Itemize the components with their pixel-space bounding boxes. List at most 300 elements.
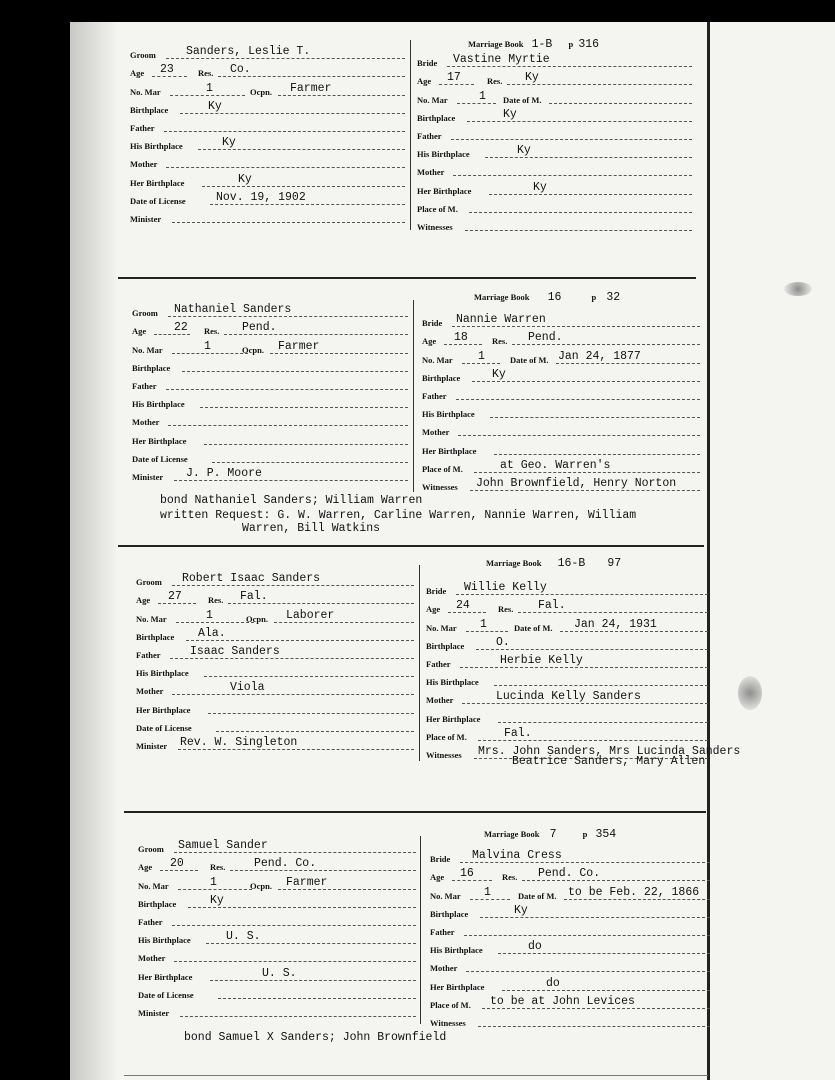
groom-birthplace: Ala. — [198, 626, 226, 640]
field-label: Witnesses — [417, 221, 453, 232]
dotted-line — [178, 889, 252, 890]
dotted-line — [274, 622, 414, 623]
form-field-row — [430, 848, 710, 866]
form-field-row — [430, 921, 710, 939]
mother-row — [417, 161, 692, 179]
groom-his-birthplace: U. S. — [226, 930, 261, 944]
groom-ocpn: Farmer — [286, 875, 328, 889]
dotted-line — [172, 925, 416, 926]
field-label: Her Birthplace — [426, 713, 481, 724]
bride-name: Malvina Cress — [472, 849, 562, 863]
bond-note: bond Samuel X Sanders; John Brownfield — [184, 1031, 447, 1044]
field-label: Birthplace — [422, 372, 461, 383]
bride-name: Willie Kelly — [464, 581, 547, 595]
dotted-line — [164, 131, 405, 132]
column-divider — [420, 836, 421, 1024]
dotted-line — [178, 749, 414, 750]
bride-res: Pend. Co. — [538, 867, 601, 881]
form-field-row — [132, 338, 408, 356]
field-label: Bride — [417, 58, 438, 69]
field-label: Groom — [136, 577, 162, 588]
dotted-line — [152, 76, 187, 77]
request-note-continued: Warren, Bill Watkins — [242, 522, 381, 535]
column-divider — [413, 300, 414, 492]
dotted-line — [154, 334, 190, 335]
field-label: Age — [138, 862, 153, 873]
field-label: No. Mar — [422, 354, 453, 365]
dotted-line — [170, 95, 245, 96]
dotted-line — [448, 612, 486, 613]
form-field-row — [136, 717, 414, 735]
groom-age: 27 — [168, 590, 182, 604]
form-field-row — [132, 448, 408, 466]
field-label: Bride — [426, 586, 447, 597]
bride-witnesses: John Brownfield, Henry Norton — [476, 476, 677, 490]
dotted-line — [464, 935, 710, 936]
field-label: Birthplace — [130, 104, 169, 115]
field-label: Groom — [138, 844, 164, 855]
field-label: Father — [422, 390, 447, 401]
bride-column — [430, 848, 710, 1030]
field-label: Mother — [130, 159, 158, 170]
ink-speck — [784, 282, 812, 296]
bride-place-of-m: at Geo. Warren's — [500, 458, 611, 472]
field-label: Birthplace — [132, 362, 171, 373]
bride-no-mar: 1 — [484, 885, 491, 899]
dotted-line — [208, 713, 414, 714]
dotted-line — [198, 149, 405, 150]
dotted-line — [444, 344, 482, 345]
age-res-row — [130, 62, 405, 80]
field-label: Age — [417, 76, 432, 87]
field-label: Age — [422, 336, 437, 347]
form-field-row — [138, 838, 416, 856]
groom-column — [138, 838, 416, 1020]
field-label: Res. — [487, 76, 503, 87]
form-field-row — [132, 302, 408, 320]
groom-ocpn: Farmer — [290, 81, 332, 95]
dotted-line — [202, 186, 405, 187]
dotted-line — [518, 612, 708, 613]
dotted-line — [452, 880, 492, 881]
groom-father: Isaac Sanders — [190, 644, 280, 658]
form-field-row — [426, 616, 708, 634]
dotted-line — [224, 334, 408, 335]
groom-no-mar: 1 — [210, 875, 217, 889]
field-label: Groom — [132, 308, 158, 319]
marriage-book-ref: Marriage Book 16-B 97 — [486, 557, 622, 570]
dotted-line — [174, 480, 408, 481]
dotted-line — [168, 316, 408, 317]
groom-his-birthplace: Ky — [222, 136, 236, 150]
field-label: Date of License — [136, 722, 192, 733]
form-field-row — [132, 411, 408, 429]
form-field-row — [430, 903, 710, 921]
dotted-line — [186, 640, 414, 641]
record-separator — [124, 811, 706, 813]
field-label: Bride — [422, 318, 443, 329]
form-field-row — [430, 957, 710, 975]
field-label: Her Birthplace — [422, 445, 477, 456]
field-label: Father — [430, 926, 455, 937]
groom-name: Sanders, Leslie T. — [186, 45, 311, 59]
dotted-line — [469, 212, 692, 213]
his-birthplace-row — [417, 143, 692, 161]
field-label: Date of License — [138, 989, 194, 1000]
form-field-row — [422, 421, 700, 439]
field-label: Mother — [136, 686, 164, 697]
form-field-row — [426, 635, 708, 653]
dotted-line — [498, 722, 708, 723]
dotted-line — [166, 389, 408, 390]
groom-res: Fal. — [240, 590, 268, 604]
bride-father: Herbie Kelly — [500, 653, 583, 667]
no-mar-row — [130, 80, 405, 98]
bride-name: Vastine Myrtie — [453, 53, 550, 67]
bride-date-of-m: Jan 24, 1877 — [558, 349, 641, 363]
dotted-line — [478, 1026, 710, 1027]
dotted-line — [451, 139, 692, 140]
field-label: Minister — [130, 213, 162, 224]
field-label: Her Birthplace — [136, 704, 191, 715]
field-label: Age — [136, 595, 151, 606]
dotted-line — [218, 76, 405, 77]
dotted-line — [212, 462, 408, 463]
field-label: Date of M. — [503, 94, 542, 105]
dotted-line — [168, 425, 408, 426]
field-label: Date of M. — [514, 622, 553, 633]
dotted-line — [465, 230, 692, 231]
witnesses-row — [417, 216, 692, 234]
dotted-line — [439, 84, 474, 85]
field-label: Father — [138, 916, 163, 927]
dotted-line — [478, 740, 708, 741]
field-label: Date of License — [132, 453, 188, 464]
dotted-line — [200, 407, 408, 408]
form-field-row — [136, 644, 414, 662]
bride-date-of-m: Jan 24, 1931 — [574, 617, 657, 631]
bride-no-mar: 1 — [480, 617, 487, 631]
field-label: Minister — [132, 471, 164, 482]
groom-birthplace: Ky — [210, 893, 224, 907]
her-birthplace-row — [130, 171, 405, 189]
dotted-line — [502, 990, 710, 991]
dotted-line — [480, 917, 710, 918]
bride-birthplace: Ky — [503, 107, 517, 121]
field-label: Res. — [502, 872, 518, 883]
field-label: No. Mar — [417, 94, 448, 105]
form-field-row — [138, 984, 416, 1002]
field-label: Father — [136, 649, 161, 660]
dotted-line — [472, 381, 700, 382]
bride-mother: Lucinda Kelly Sanders — [496, 690, 641, 704]
column-divider — [419, 565, 420, 761]
groom-name: Robert Isaac Sanders — [182, 572, 321, 586]
form-field-row — [136, 698, 414, 716]
field-label: Res. — [492, 336, 508, 347]
field-label: Mother — [132, 417, 160, 428]
form-field-row — [430, 866, 710, 884]
birthplace-row — [417, 107, 692, 125]
groom-no-mar: 1 — [206, 608, 213, 622]
groom-minister: Rev. W. Singleton — [180, 735, 298, 749]
bride-age: 16 — [460, 867, 474, 881]
form-field-row — [422, 439, 700, 457]
form-field-row — [422, 403, 700, 421]
field-label: Place of M. — [426, 731, 467, 742]
field-label: Age — [426, 604, 441, 615]
field-label: Minister — [138, 1007, 170, 1018]
form-field-row — [138, 911, 416, 929]
field-label: Her Birthplace — [130, 177, 185, 188]
groom-birthplace: Ky — [208, 99, 222, 113]
dotted-line — [482, 1008, 710, 1009]
bride-name: Nannie Warren — [456, 313, 546, 327]
bride-column — [422, 312, 700, 494]
field-label: Mother — [422, 427, 450, 438]
bride-row — [417, 52, 692, 70]
form-field-row — [136, 680, 414, 698]
form-field-row — [426, 598, 708, 616]
dotted-line — [452, 326, 700, 327]
bride-age: 17 — [447, 71, 461, 85]
dotted-line — [447, 66, 692, 67]
book-number: 16-B — [557, 557, 586, 570]
field-label: Her Birthplace — [138, 971, 193, 982]
groom-row — [130, 44, 405, 62]
page-number: 32 — [606, 291, 621, 304]
field-label: His Birthplace — [130, 141, 183, 152]
bottom-line — [124, 1075, 708, 1076]
bride-birthplace: O. — [496, 635, 510, 649]
dotted-line — [160, 870, 198, 871]
dotted-line — [498, 953, 710, 954]
form-field-row — [426, 689, 708, 707]
field-label: Place of M. — [417, 203, 458, 214]
field-label: Age — [132, 326, 147, 337]
form-field-row — [132, 393, 408, 411]
bride-date-of-m: to be Feb. 22, 1866 — [568, 885, 700, 899]
field-label: Mother — [138, 953, 166, 964]
dotted-line — [172, 353, 248, 354]
groom-no-mar: 1 — [206, 81, 213, 95]
form-field-row — [422, 348, 700, 366]
groom-column — [132, 302, 408, 484]
field-label: Ocpn. — [246, 613, 268, 624]
minister-row — [130, 208, 405, 226]
dotted-line — [560, 631, 708, 632]
field-label: Date of License — [130, 195, 186, 206]
field-label: Date of M. — [518, 890, 557, 901]
groom-minister: J. P. Moore — [186, 466, 262, 480]
father-row — [417, 125, 692, 143]
groom-her-birthplace: U. S. — [262, 966, 297, 980]
dotted-line — [507, 84, 692, 85]
dotted-line — [174, 852, 416, 853]
dotted-line — [485, 157, 692, 158]
field-label: Birthplace — [138, 898, 177, 909]
groom-age: 22 — [174, 321, 188, 335]
page-number: 354 — [595, 828, 617, 841]
field-label: Age — [130, 68, 145, 79]
field-label: Birthplace — [426, 640, 465, 651]
dotted-line — [490, 417, 700, 418]
dotted-line — [228, 603, 414, 604]
form-field-row — [138, 965, 416, 983]
field-label: No. Mar — [430, 890, 461, 901]
dotted-line — [166, 58, 405, 59]
field-label: Ocpn. — [250, 86, 272, 97]
dotted-line — [166, 167, 405, 168]
groom-no-mar: 1 — [204, 339, 211, 353]
dotted-line — [278, 95, 405, 96]
place-of-m-row — [417, 198, 692, 216]
dotted-line — [458, 435, 700, 436]
field-label: Date of M. — [510, 354, 549, 365]
dotted-line — [470, 899, 510, 900]
bride-her-birthplace: do — [546, 976, 560, 990]
dotted-line — [474, 472, 700, 473]
his-birthplace-row — [130, 135, 405, 153]
page-number: 97 — [607, 557, 622, 570]
form-field-row — [132, 429, 408, 447]
form-field-row — [138, 1002, 416, 1020]
bride-res: Ky — [525, 71, 539, 85]
field-label: Mother — [417, 167, 445, 178]
field-label: Place of M. — [422, 463, 463, 474]
groom-age: 23 — [160, 63, 174, 77]
groom-res: Co. — [230, 63, 251, 77]
bride-place-of-m: Fal. — [504, 726, 532, 740]
bride-his-birthplace: Ky — [517, 144, 531, 158]
dotted-line — [172, 694, 414, 695]
dotted-line — [174, 961, 416, 962]
form-field-row — [426, 671, 708, 689]
field-label: Father — [130, 122, 155, 133]
bride-column — [426, 580, 741, 762]
dotted-line — [453, 175, 692, 176]
dotted-line — [494, 685, 708, 686]
book-number: 7 — [549, 828, 557, 841]
mother-row — [130, 153, 405, 171]
dotted-line — [204, 444, 408, 445]
field-label: No. Mar — [136, 613, 167, 624]
field-label: Ocpn. — [250, 880, 272, 891]
field-label: His Birthplace — [138, 935, 191, 946]
dotted-line — [216, 731, 414, 732]
dotted-line — [158, 603, 196, 604]
bride-res: Pend. — [528, 331, 563, 345]
her-birthplace-row — [417, 179, 692, 197]
dotted-line — [467, 121, 692, 122]
dotted-line — [172, 585, 414, 586]
dotted-line — [210, 980, 416, 981]
field-label: Bride — [430, 854, 451, 865]
dotted-line — [172, 222, 405, 223]
field-label: Birthplace — [417, 112, 456, 123]
field-label: Birthplace — [136, 631, 175, 642]
bride-birthplace: Ky — [492, 367, 506, 381]
column-divider — [410, 40, 411, 230]
form-field-row — [426, 707, 708, 725]
record-separator — [118, 277, 696, 279]
bride-age: 24 — [456, 599, 470, 613]
groom-date-of-license: Nov. 19, 1902 — [216, 190, 306, 204]
dotted-line — [182, 371, 408, 372]
dotted-line — [512, 344, 700, 345]
form-field-row — [426, 726, 708, 744]
dotted-line — [466, 631, 508, 632]
dotted-line — [466, 971, 710, 972]
field-label: Age — [430, 872, 445, 883]
field-label: His Birthplace — [136, 668, 189, 679]
marriage-book-ref: Marriage Book 1-B p 316 — [468, 38, 600, 51]
field-label: Groom — [130, 50, 156, 61]
form-field-row — [430, 975, 710, 993]
form-field-row — [136, 571, 414, 589]
bride-age: 18 — [454, 331, 468, 345]
form-field-row — [132, 357, 408, 375]
dotted-line — [176, 622, 254, 623]
field-label: Res. — [208, 595, 224, 606]
dotted-line — [470, 490, 700, 491]
dotted-line — [460, 862, 710, 863]
bride-birthplace: Ky — [514, 903, 528, 917]
groom-name: Samuel Sander — [178, 839, 268, 853]
groom-res: Pend. Co. — [254, 857, 317, 871]
form-field-row — [430, 994, 710, 1012]
form-field-row — [422, 476, 700, 494]
form-field-row — [132, 466, 408, 484]
dotted-line — [180, 113, 405, 114]
bride-witnesses: Mrs. John Sanders, Mrs Lucinda Sanders — [478, 744, 741, 758]
form-field-row — [426, 580, 708, 598]
dotted-line — [278, 889, 416, 890]
record-separator — [118, 545, 704, 547]
form-field-row — [422, 312, 700, 330]
field-label: Father — [417, 130, 442, 141]
dotted-line — [462, 363, 500, 364]
age-res-row — [417, 70, 692, 88]
field-label: Place of M. — [430, 999, 471, 1010]
groom-mother: Viola — [230, 681, 265, 695]
field-label: His Birthplace — [422, 409, 475, 420]
form-field-row — [138, 874, 416, 892]
groom-res: Pend. — [242, 321, 277, 335]
field-label: No. Mar — [130, 86, 161, 97]
form-field-row — [430, 1012, 710, 1030]
page-number: 316 — [578, 38, 600, 51]
marriage-book-ref: Marriage Book 7 p 354 — [484, 828, 617, 841]
field-label: Her Birthplace — [417, 185, 472, 196]
form-field-row — [132, 320, 408, 338]
field-label: Res. — [210, 862, 226, 873]
form-field-row — [422, 330, 700, 348]
form-field-row — [422, 367, 700, 385]
bride-her-birthplace: Ky — [533, 180, 547, 194]
field-label: Witnesses — [426, 749, 462, 760]
field-label: Father — [132, 380, 157, 391]
form-field-row — [422, 458, 700, 476]
dotted-line — [204, 676, 414, 677]
form-field-row — [138, 947, 416, 965]
groom-ocpn: Farmer — [278, 339, 320, 353]
dotted-line — [549, 103, 692, 104]
father-row — [130, 117, 405, 135]
field-label: Her Birthplace — [430, 981, 485, 992]
field-label: Res. — [198, 68, 214, 79]
dotted-line — [270, 353, 408, 354]
